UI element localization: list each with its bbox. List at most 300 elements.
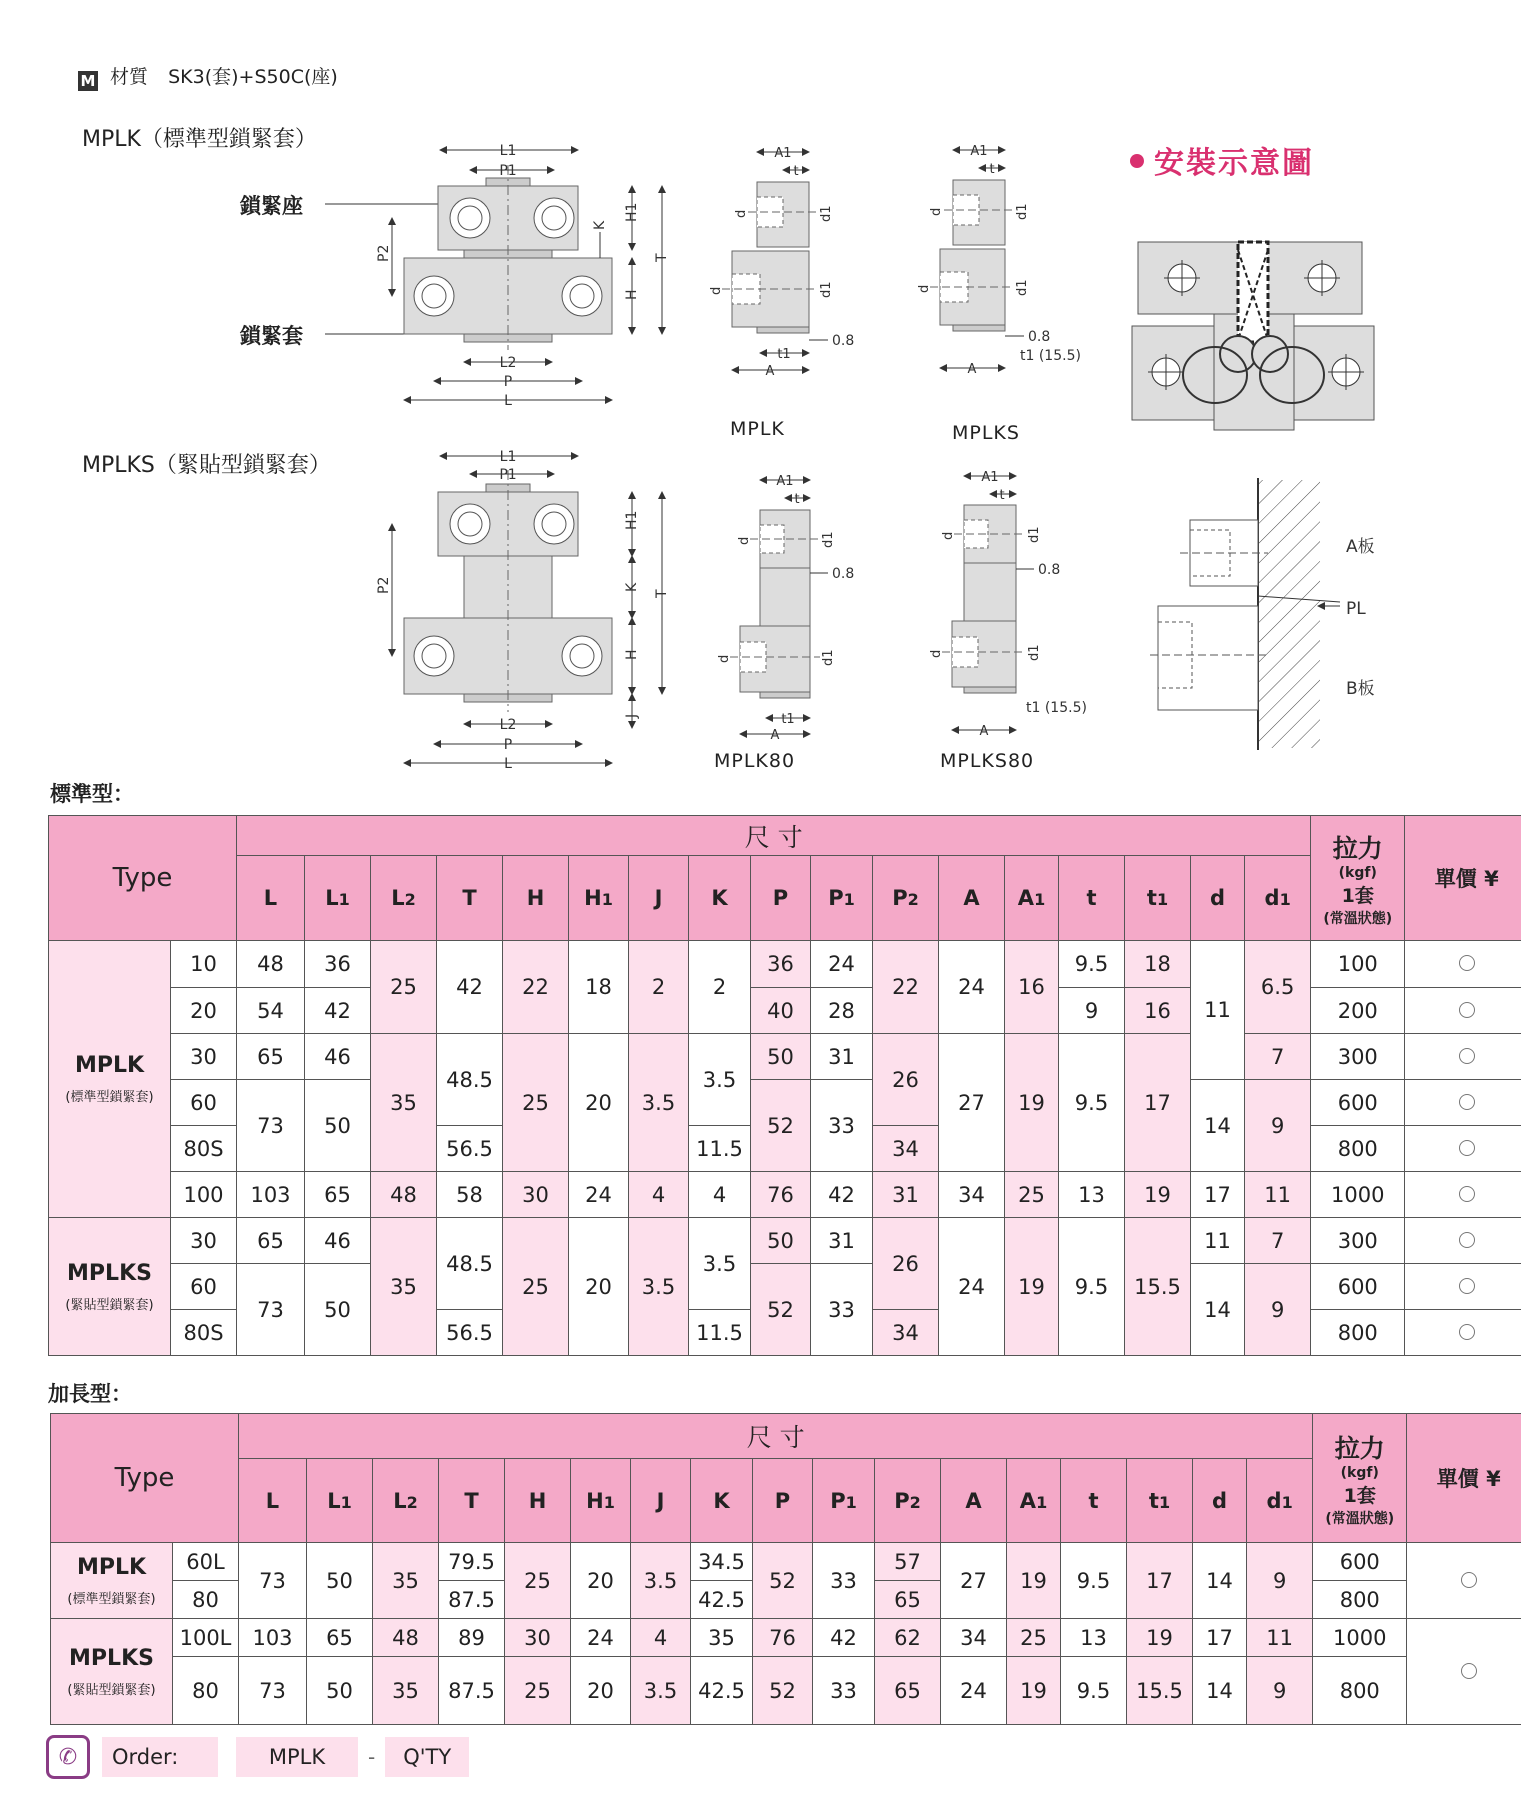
col-header-p1: P1 (811, 856, 873, 941)
table-cell: 50 (305, 1264, 371, 1356)
table-cell: 65 (307, 1619, 373, 1657)
table-cell: 800 (1313, 1657, 1407, 1725)
table-row (49, 1218, 1521, 1264)
col-header-l1: L1 (305, 856, 371, 941)
col-header-l2: L2 (371, 856, 437, 941)
table-cell: 42 (811, 1172, 873, 1218)
table-cell: 76 (753, 1619, 813, 1657)
table-cell: 22 (503, 941, 569, 1034)
table-cell: 48 (371, 1172, 437, 1218)
table-cell: 20 (569, 1034, 629, 1172)
price-cell[interactable] (1407, 1619, 1521, 1725)
table-row (51, 1543, 1521, 1581)
col-header-d1: d1 (1247, 1459, 1313, 1543)
svg-text:H: H (624, 289, 640, 300)
svg-text:P: P (503, 737, 513, 753)
table-cell: 54 (237, 988, 305, 1034)
svg-text:A1: A1 (981, 470, 999, 485)
table-cell: 9.5 (1059, 1218, 1125, 1356)
table-cell: 73 (237, 1080, 305, 1172)
col-header-t1: t1 (1125, 856, 1191, 941)
table-cell: 11.5 (689, 1126, 751, 1172)
circle-icon (1459, 1140, 1475, 1156)
table-cell: 28 (811, 988, 873, 1034)
table-cell: 20 (569, 1218, 629, 1356)
pl-label: PL (1346, 599, 1366, 619)
table-row (49, 1080, 1521, 1126)
svg-text:t: t (794, 492, 800, 507)
plate-a-label: A板 (1346, 537, 1375, 557)
svg-text:H1: H1 (624, 202, 640, 222)
table-cell: 11 (1247, 1619, 1313, 1657)
svg-text:d1: d1 (1015, 279, 1030, 296)
table-cell: 4 (689, 1172, 751, 1218)
svg-text:d: d (929, 207, 944, 216)
svg-text:0.8: 0.8 (832, 566, 855, 582)
technical-drawings (0, 0, 1521, 790)
table-cell: 1000 (1313, 1619, 1407, 1657)
table-cell: 33 (811, 1264, 873, 1356)
svg-text:P2: P2 (376, 576, 392, 594)
svg-text:d: d (941, 531, 956, 540)
price-cell[interactable] (1405, 1264, 1521, 1310)
table-cell: 33 (813, 1543, 875, 1619)
table-cell: 7 (1245, 1218, 1311, 1264)
table-cell: 27 (941, 1543, 1007, 1619)
table-row (49, 1034, 1521, 1080)
table-cell: 25 (505, 1543, 571, 1619)
svg-text:H: H (624, 649, 640, 660)
table-cell: 42 (813, 1619, 875, 1657)
material-value: SK3(套)+S50C(座) (168, 66, 338, 88)
price-header: 單價 ¥ (1407, 1414, 1521, 1543)
table-cell: 80S (171, 1310, 237, 1356)
svg-text:d: d (737, 536, 752, 545)
type-header: Type (51, 1414, 239, 1543)
caption-mplks: MPLKS (952, 422, 1020, 444)
table-cell: 3.5 (689, 1034, 751, 1126)
order-label: Order: (102, 1737, 218, 1777)
table-cell: 1000 (1311, 1172, 1405, 1218)
col-header-a1: A1 (1007, 1459, 1061, 1543)
col-header-t: T (439, 1459, 505, 1543)
standard-table (48, 815, 1521, 1356)
table-cell: 4 (629, 1172, 689, 1218)
table-cell: 17 (1125, 1034, 1191, 1172)
table-cell: 9.5 (1059, 941, 1125, 988)
col-header-k: K (689, 856, 751, 941)
col-header-j: J (629, 856, 689, 941)
table-cell: 18 (569, 941, 629, 1034)
svg-text:t: t (999, 488, 1005, 503)
table-cell: 25 (505, 1657, 571, 1725)
price-cell[interactable] (1405, 1218, 1521, 1264)
material-badge: M (78, 71, 98, 91)
install-title: 安裝示意圖 (1130, 138, 1314, 182)
table-cell: 19 (1125, 1172, 1191, 1218)
table-cell: 34 (873, 1126, 939, 1172)
table-cell: 24 (939, 1218, 1005, 1356)
col-header-p1: P1 (813, 1459, 875, 1543)
mplks-top-view (376, 449, 670, 772)
table-cell: 15.5 (1127, 1657, 1193, 1725)
table-cell: 9 (1247, 1543, 1313, 1619)
col-header-h: H (505, 1459, 571, 1543)
price-cell[interactable] (1405, 988, 1521, 1034)
svg-text:A: A (979, 724, 989, 739)
svg-text:P1: P1 (499, 163, 517, 179)
col-header-h1: H1 (569, 856, 629, 941)
table-cell: 60 (171, 1080, 237, 1126)
table-cell: 9 (1245, 1080, 1311, 1172)
table-cell: 73 (239, 1543, 307, 1619)
price-cell[interactable] (1407, 1543, 1521, 1619)
circle-icon (1459, 1278, 1475, 1294)
col-header-t: t (1061, 1459, 1127, 1543)
circle-icon (1459, 1324, 1475, 1340)
svg-text:L1: L1 (499, 143, 517, 159)
table-cell: 19 (1007, 1543, 1061, 1619)
table-cell: 48.5 (437, 1034, 503, 1126)
table-cell: 18 (1125, 941, 1191, 988)
table-cell: 19 (1007, 1657, 1061, 1725)
svg-text:d1: d1 (1027, 644, 1042, 661)
table-cell: 13 (1059, 1172, 1125, 1218)
col-header-l: L (239, 1459, 307, 1543)
col-header-h: H (503, 856, 569, 941)
table-cell: 34.5 (691, 1543, 753, 1581)
table-cell: 36 (305, 941, 371, 988)
table-cell: 16 (1005, 941, 1059, 1034)
mplks-title: MPLKS（緊貼型鎖緊套） (82, 453, 331, 478)
circle-icon (1459, 1094, 1475, 1110)
svg-text:K: K (592, 220, 608, 230)
table-cell: 42.5 (691, 1657, 753, 1725)
table-cell: 2 (629, 941, 689, 1034)
table-cell: 50 (307, 1543, 373, 1619)
table-cell: 24 (571, 1619, 631, 1657)
svg-text:t1: t1 (781, 712, 795, 727)
table-cell: 52 (751, 1080, 811, 1172)
sleeve-label: 鎖緊套 (240, 324, 303, 348)
col-header-d: d (1193, 1459, 1247, 1543)
svg-text:H1: H1 (624, 510, 640, 530)
svg-text:P1: P1 (499, 467, 517, 483)
svg-text:J: J (624, 713, 640, 718)
svg-text:d1: d1 (821, 531, 836, 548)
svg-text:L2: L2 (499, 717, 517, 733)
table-cell: 3.5 (689, 1218, 751, 1310)
col-header-p2: P2 (875, 1459, 941, 1543)
group-mplks: MPLKS (緊貼型鎖緊套) (51, 1619, 173, 1725)
table-cell: 600 (1311, 1264, 1405, 1310)
table-cell: 11.5 (689, 1310, 751, 1356)
table-cell: 22 (873, 941, 939, 1034)
order-line (46, 1735, 469, 1779)
svg-text:d1: d1 (819, 205, 834, 222)
col-header-l2: L2 (373, 1459, 439, 1543)
table-cell: 24 (811, 941, 873, 988)
table-cell: 52 (751, 1264, 811, 1356)
group-mplk: MPLK (標準型鎖緊套) (49, 941, 171, 1218)
table-cell: 76 (751, 1172, 811, 1218)
table-cell: 3.5 (629, 1034, 689, 1172)
table-cell: 800 (1311, 1126, 1405, 1172)
svg-text:d: d (917, 284, 932, 293)
svg-text:P2: P2 (376, 244, 392, 262)
col-header-a1: A1 (1005, 856, 1059, 941)
table-cell: 60 (171, 1264, 237, 1310)
table-row (49, 1264, 1521, 1310)
table-cell: 58 (437, 1172, 503, 1218)
svg-text:A1: A1 (776, 474, 794, 489)
table-cell: 19 (1005, 1218, 1059, 1356)
table-cell: 31 (811, 1218, 873, 1264)
table-cell: 50 (751, 1034, 811, 1080)
phone-icon: ✆ (46, 1735, 90, 1779)
table-cell: 40 (751, 988, 811, 1034)
table-cell: 25 (503, 1218, 569, 1356)
standard-section-title: 標準型： (50, 782, 134, 806)
table-cell: 15.5 (1125, 1218, 1191, 1356)
circle-icon (1459, 1186, 1475, 1202)
mplk-top-view (376, 143, 670, 409)
svg-text:L2: L2 (499, 355, 517, 371)
table-cell: 100 (1311, 941, 1405, 988)
col-header-p: P (753, 1459, 813, 1543)
table-cell: 34 (941, 1619, 1007, 1657)
circle-icon (1459, 1002, 1475, 1018)
svg-text:d: d (929, 649, 944, 658)
table-cell: 11 (1245, 1172, 1311, 1218)
caption-mplk80: MPLK80 (714, 750, 796, 772)
circle-icon (1461, 1572, 1477, 1588)
table-cell: 50 (305, 1080, 371, 1172)
table-cell: 65 (305, 1172, 371, 1218)
table-cell: 9.5 (1061, 1543, 1127, 1619)
table-cell: 26 (873, 1034, 939, 1126)
extended-table (50, 1413, 1521, 1725)
table-cell: 35 (691, 1619, 753, 1657)
table-cell: 24 (941, 1657, 1007, 1725)
table-cell: 3.5 (631, 1657, 691, 1725)
svg-text:A: A (765, 364, 775, 379)
svg-text:T: T (654, 253, 670, 262)
table-cell: 30 (171, 1218, 237, 1264)
table-cell: 20 (571, 1543, 631, 1619)
price-header: 單價 ¥ (1405, 816, 1521, 941)
price-cell[interactable] (1405, 941, 1521, 988)
col-header-t: T (437, 856, 503, 941)
table-cell: 87.5 (439, 1657, 505, 1725)
mplk-title: MPLK（標準型鎖緊套） (82, 127, 317, 152)
table-cell: 14 (1193, 1657, 1247, 1725)
circle-icon (1459, 955, 1475, 971)
table-cell: 60L (173, 1543, 239, 1581)
svg-text:L: L (504, 393, 512, 409)
table-cell: 30 (503, 1172, 569, 1218)
circle-icon (1459, 1048, 1475, 1064)
table-cell: 48 (373, 1619, 439, 1657)
table-cell: 600 (1311, 1080, 1405, 1126)
svg-text:t1 (15.5): t1 (15.5) (1020, 348, 1081, 364)
svg-text:d1: d1 (1015, 203, 1030, 220)
table-cell: 56.5 (437, 1310, 503, 1356)
table-cell: 89 (439, 1619, 505, 1657)
circle-icon (1459, 1232, 1475, 1248)
table-cell: 50 (307, 1657, 373, 1725)
table-cell: 25 (1007, 1619, 1061, 1657)
pull-header: 拉力 (kgf) 1套 (常溫狀態) (1311, 816, 1405, 941)
table-cell: 80 (173, 1657, 239, 1725)
mplks80-side-view (929, 470, 1087, 739)
table-cell: 100 (171, 1172, 237, 1218)
size-header: 尺 寸 (239, 1414, 1313, 1459)
svg-text:d: d (717, 654, 732, 663)
table-cell: 65 (875, 1581, 941, 1619)
material-label: 材質 (110, 66, 149, 88)
svg-text:t: t (793, 164, 799, 179)
svg-text:0.8: 0.8 (832, 333, 855, 349)
table-cell: 19 (1127, 1619, 1193, 1657)
table-cell: 33 (813, 1657, 875, 1725)
table-cell: 80 (173, 1581, 239, 1619)
col-header-t: t (1059, 856, 1125, 941)
install-diagram-top (1132, 242, 1374, 430)
table-cell: 20 (571, 1657, 631, 1725)
group-mplk: MPLK (標準型鎖緊套) (51, 1543, 173, 1619)
mplks-side-view (917, 144, 1081, 377)
table-cell: 11 (1191, 1218, 1245, 1264)
table-cell: 11 (1191, 941, 1245, 1080)
table-cell: 42 (305, 988, 371, 1034)
bullet-icon (1130, 154, 1144, 168)
table-cell: 35 (371, 1034, 437, 1172)
price-cell[interactable] (1405, 1080, 1521, 1126)
svg-text:d1: d1 (819, 281, 834, 298)
table-cell: 35 (371, 1218, 437, 1356)
table-cell: 9.5 (1059, 1034, 1125, 1172)
order-qty[interactable]: Q'TY (385, 1737, 469, 1777)
svg-text:0.8: 0.8 (1038, 562, 1061, 578)
price-cell[interactable] (1405, 1126, 1521, 1172)
svg-text:0.8: 0.8 (1028, 329, 1051, 345)
table-cell: 27 (939, 1034, 1005, 1172)
table-cell: 3.5 (631, 1543, 691, 1619)
table-cell: 24 (569, 1172, 629, 1218)
order-model[interactable]: MPLK (236, 1737, 358, 1777)
col-header-l1: L1 (307, 1459, 373, 1543)
order-dash: - (368, 1745, 376, 1769)
table-cell: 57 (875, 1543, 941, 1581)
svg-text:t1 (15.5): t1 (15.5) (1026, 700, 1087, 716)
table-cell: 103 (239, 1619, 307, 1657)
table-cell: 800 (1313, 1581, 1407, 1619)
svg-text:T: T (654, 589, 670, 598)
table-cell: 30 (171, 1034, 237, 1080)
svg-text:A: A (967, 362, 977, 377)
table-cell: 9 (1245, 1264, 1311, 1356)
svg-text:d: d (734, 209, 749, 218)
table-cell: 9 (1247, 1657, 1313, 1725)
mplk80-side-view (717, 474, 854, 743)
col-header-t1: t1 (1127, 1459, 1193, 1543)
col-header-d1: d1 (1245, 856, 1311, 941)
col-header-l: L (237, 856, 305, 941)
price-cell[interactable] (1405, 1034, 1521, 1080)
mplk-side-view (709, 146, 854, 379)
table-cell: 73 (239, 1657, 307, 1725)
table-cell: 56.5 (437, 1126, 503, 1172)
table-cell: 600 (1313, 1543, 1407, 1581)
table-cell: 9 (1059, 988, 1125, 1034)
svg-text:t: t (989, 162, 995, 177)
table-cell: 24 (939, 941, 1005, 1034)
svg-text:d: d (709, 286, 724, 295)
pull-header: 拉力 (kgf) 1套 (常溫狀態) (1313, 1414, 1407, 1543)
install-diagram-side (1150, 478, 1340, 750)
table-cell: 35 (373, 1657, 439, 1725)
price-cell[interactable] (1405, 1310, 1521, 1356)
table-cell: 52 (753, 1543, 813, 1619)
type-header: Type (49, 816, 237, 941)
table-cell: 31 (873, 1172, 939, 1218)
table-cell: 50 (751, 1218, 811, 1264)
plate-b-label: B板 (1346, 679, 1375, 699)
extended-section-title: 加長型： (48, 1382, 132, 1406)
table-cell: 25 (503, 1034, 569, 1172)
group-mplks: MPLKS (緊貼型鎖緊套) (49, 1218, 171, 1356)
table-cell: 26 (873, 1218, 939, 1310)
table-cell: 14 (1191, 1264, 1245, 1356)
price-cell[interactable] (1405, 1172, 1521, 1218)
table-row (49, 941, 1521, 988)
table-cell: 34 (939, 1172, 1005, 1218)
table-cell: 65 (875, 1657, 941, 1725)
col-header-k: K (691, 1459, 753, 1543)
table-cell: 65 (237, 1034, 305, 1080)
table-cell: 14 (1191, 1080, 1245, 1172)
table-cell: 2 (689, 941, 751, 1034)
col-header-j: J (631, 1459, 691, 1543)
table-cell: 300 (1311, 1218, 1405, 1264)
table-cell: 46 (305, 1218, 371, 1264)
table-cell: 17 (1193, 1619, 1247, 1657)
table-cell: 3.5 (629, 1218, 689, 1356)
table-cell: 103 (237, 1172, 305, 1218)
table-cell: 6.5 (1245, 941, 1311, 1034)
table-cell: 14 (1193, 1543, 1247, 1619)
table-cell: 25 (371, 941, 437, 1034)
table-cell: 34 (873, 1310, 939, 1356)
table-cell: 800 (1311, 1310, 1405, 1356)
svg-text:L: L (504, 756, 512, 772)
table-cell: 100L (173, 1619, 239, 1657)
table-cell: 62 (875, 1619, 941, 1657)
svg-text:A: A (770, 728, 780, 743)
table-cell: 48.5 (437, 1218, 503, 1310)
svg-text:t1: t1 (777, 347, 791, 362)
col-header-p: P (751, 856, 811, 941)
col-header-h1: H1 (571, 1459, 631, 1543)
svg-text:d1: d1 (1027, 526, 1042, 543)
table-cell: 35 (373, 1543, 439, 1619)
col-header-a: A (939, 856, 1005, 941)
table-cell: 17 (1191, 1172, 1245, 1218)
table-cell: 13 (1061, 1619, 1127, 1657)
svg-text:P: P (503, 374, 513, 390)
circle-icon (1461, 1663, 1477, 1679)
